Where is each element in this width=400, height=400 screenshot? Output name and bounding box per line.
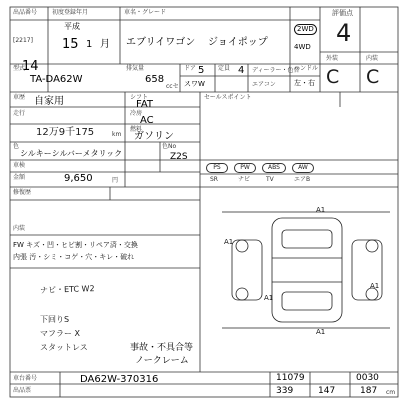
usage-value: 自家用: [34, 96, 64, 107]
option-navi: ナビ: [238, 176, 251, 183]
lot-number: 14: [22, 59, 39, 74]
seats-label: 定員: [218, 65, 231, 72]
type-value: TA-DA62W: [30, 74, 83, 85]
cc-value: 658: [145, 74, 165, 85]
grade-name: ジョイポップ: [208, 37, 268, 48]
cc-label: 排気量: [126, 65, 145, 72]
option-aw: AW: [292, 163, 314, 173]
stamp-line-1: 事故・不具合等: [130, 343, 194, 353]
mark-4: A1: [370, 282, 380, 290]
aircon-label: エアコン: [252, 81, 276, 88]
option-airbag: エアB: [294, 176, 311, 183]
exterior-grade: C: [326, 66, 340, 88]
aircon-value: AC: [140, 115, 154, 126]
drive-2wd: 2WD: [294, 24, 317, 35]
exterior-label: 外装: [326, 55, 339, 62]
score-label: 評価点: [332, 9, 353, 17]
option-sr: SR: [210, 176, 218, 183]
stamp-line-2: ノークレーム: [135, 356, 189, 366]
height-value: 187: [360, 386, 378, 396]
repair-tags-2: 内張 汚・シミ・コゲ・穴・キレ・破れ: [13, 253, 135, 261]
interior-grade: C: [366, 66, 380, 88]
drive-4wd: 4WD: [294, 43, 311, 51]
interior-line-label: 内装: [13, 225, 26, 232]
note-line-4: スタットレス: [40, 343, 88, 352]
reg-year: 15: [62, 37, 79, 52]
inspection-label: 車検: [13, 162, 26, 169]
reg-era: 平成: [64, 22, 80, 31]
car-damage-diagram: [212, 200, 400, 338]
option-ps: PS: [206, 163, 228, 173]
usage-label: 車歴: [13, 94, 26, 101]
mark-1: A1: [316, 206, 326, 214]
color-value: シルキーシルバーメタリック: [20, 149, 123, 158]
model-name: エブリイワゴン: [126, 37, 196, 48]
model-label: 車名・グレード: [124, 9, 167, 16]
price-unit: 円: [112, 177, 119, 184]
cc-unit: ccセ: [166, 83, 179, 90]
repair-tags-1: FW キズ・凹・ヒビ割・リペア済・交換: [13, 241, 138, 249]
color-label: 色: [13, 143, 20, 150]
reg-month: 1: [86, 39, 93, 50]
shift-label: シフト: [130, 94, 149, 101]
handle-value: 左・右: [294, 79, 315, 87]
mileage-unit: km: [112, 131, 122, 138]
note-line-3: マフラー X: [40, 329, 81, 338]
score-value: 4: [336, 19, 352, 47]
mark-5: A1: [316, 328, 326, 336]
shift-value: FAT: [136, 99, 154, 110]
color-code-label: 色No: [162, 143, 177, 150]
doors-value: 5: [198, 65, 205, 76]
length-value: 339: [276, 386, 294, 396]
chassis-value: DA62W-370316: [80, 374, 159, 385]
price-value: 9,650: [64, 173, 93, 184]
option-abs: ABS: [262, 163, 286, 173]
color-code: Z2S: [170, 152, 188, 162]
mileage-value: 12万9千175: [36, 127, 95, 138]
trans-label: スワW: [184, 80, 205, 88]
repair-label: 修復歴: [13, 189, 32, 196]
note-line-1: ナビ・ETC W2: [39, 284, 95, 295]
fuel-value: ガソリン: [134, 131, 174, 142]
points-label: セールスポイント: [204, 94, 252, 101]
dimension-unit: cm: [386, 389, 396, 396]
dealer-label: ディーラー・色替: [252, 67, 300, 74]
serial-b: 0030: [356, 373, 379, 383]
note-line-2: 下回りS: [40, 315, 70, 324]
price-label: 金額: [13, 174, 26, 181]
aircon-row-label: 冷房: [130, 110, 143, 117]
option-pw: PW: [234, 163, 256, 173]
width-value: 147: [318, 386, 336, 396]
chassis-label: 車台番号: [13, 375, 38, 382]
mark-3: A1: [264, 294, 274, 302]
mileage-label: 走行: [13, 110, 26, 117]
first-reg-label: 初度登録年月: [52, 9, 89, 16]
fuel-label: 燃料: [130, 126, 143, 133]
mark-2: A1: [224, 238, 234, 246]
lot-no-label: 出品番号: [13, 9, 38, 16]
seats-value: 4: [238, 65, 245, 76]
reg-month-suffix: 月: [100, 39, 110, 50]
type-label: 型式: [13, 65, 26, 72]
option-tv: TV: [266, 176, 274, 183]
interior-label: 内装: [366, 55, 379, 62]
handle-label: ハンドル: [294, 65, 319, 72]
lot-no-code: [2217]: [13, 37, 33, 44]
sheet-label: 出品票: [13, 387, 32, 394]
serial-a: 11079: [276, 373, 305, 383]
doors-label: ドア: [184, 65, 196, 72]
